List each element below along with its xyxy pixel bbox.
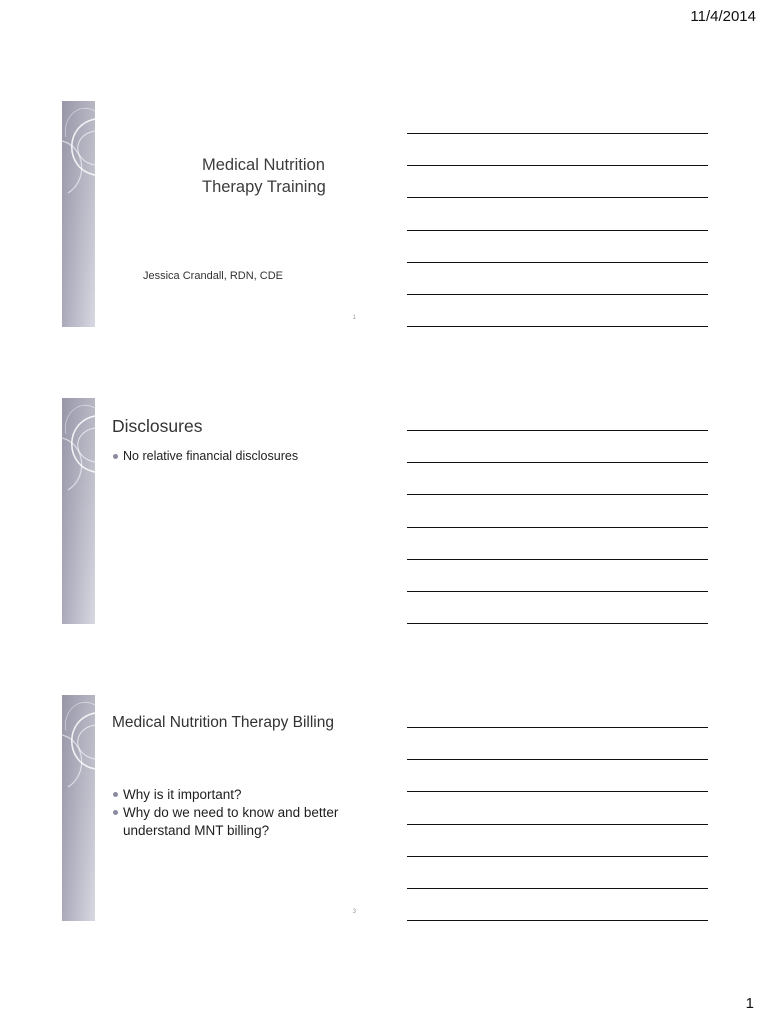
slide-decoration-swirl-icon	[62, 398, 95, 624]
swirl-pattern-icon	[62, 101, 95, 327]
bullet-text: Why do we need to know and better understand MNT billing?	[123, 805, 339, 838]
note-line	[407, 230, 708, 231]
slide-1-title-line-2: Therapy Training	[202, 178, 326, 196]
note-line	[407, 165, 708, 166]
note-line	[407, 197, 708, 198]
note-line	[407, 856, 708, 857]
note-line	[407, 591, 708, 592]
note-line	[407, 888, 708, 889]
bullet-text: No relative financial disclosures	[123, 449, 299, 463]
note-line	[407, 326, 708, 327]
page-number: 1	[745, 995, 754, 1012]
note-line	[407, 824, 708, 825]
bullet-item	[113, 786, 353, 804]
swirl-pattern-icon	[62, 695, 95, 921]
note-line	[407, 759, 708, 760]
note-line	[407, 262, 708, 263]
slide-3-bullet-list	[113, 786, 353, 840]
slide-2-disclosures	[62, 398, 358, 626]
slide-1-title	[62, 101, 358, 329]
slide-3-mnt-billing	[62, 695, 358, 923]
header-date: 11/4/2014	[690, 8, 756, 25]
slide-1-title-text	[202, 154, 326, 198]
slide-1-presenter: Jessica Crandall, RDN, CDE	[143, 270, 283, 282]
bullet-dot-icon	[113, 454, 118, 459]
note-line	[407, 133, 708, 134]
slide-1-title-line-1: Medical Nutrition	[202, 156, 325, 174]
bullet-item	[113, 449, 298, 463]
slide-2-heading: Disclosures	[112, 416, 203, 436]
note-line	[407, 430, 708, 431]
slide-2-bullet-list	[113, 449, 298, 463]
note-line	[407, 527, 708, 528]
bullet-dot-icon	[113, 810, 118, 815]
bullet-dot-icon	[113, 792, 118, 797]
slide-decoration-swirl-icon	[62, 695, 95, 921]
note-line	[407, 294, 708, 295]
slide-1-mark: 1	[352, 315, 356, 321]
note-line	[407, 791, 708, 792]
note-line	[407, 462, 708, 463]
slide-3-mark: 3	[352, 909, 356, 915]
bullet-item	[113, 804, 353, 840]
note-line	[407, 623, 708, 624]
slide-decoration-swirl-icon	[62, 101, 95, 327]
note-line	[407, 494, 708, 495]
bullet-text: Why is it important?	[123, 787, 242, 802]
note-line	[407, 727, 708, 728]
slide-3-heading: Medical Nutrition Therapy Billing	[112, 714, 334, 731]
note-line	[407, 920, 708, 921]
swirl-pattern-icon	[62, 398, 95, 624]
note-line	[407, 559, 708, 560]
